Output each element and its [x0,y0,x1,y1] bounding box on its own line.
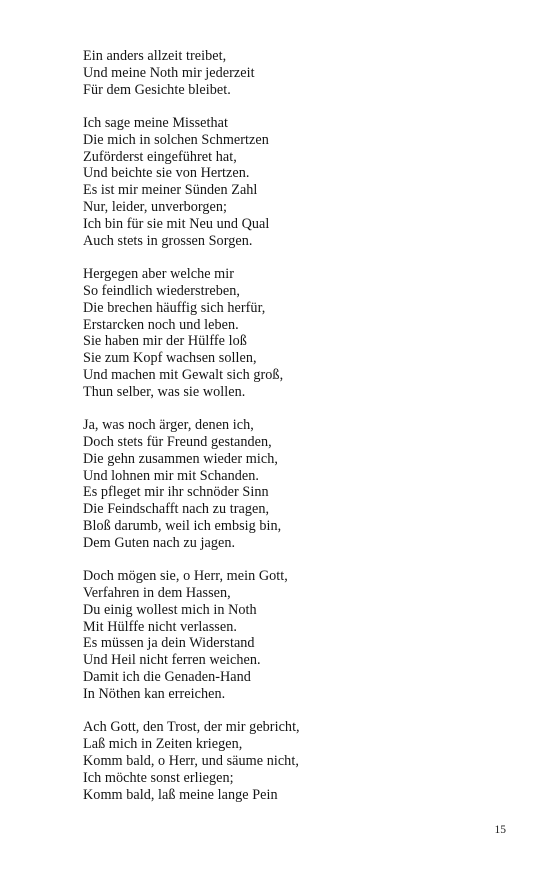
poem-line: Komm bald, o Herr, und säume nicht, [83,752,299,769]
poem-line: In Nöthen kan erreichen. [83,685,226,702]
poem-line: Es pfleget mir ihr schnöder Sinn [83,484,269,501]
poem-line: Ein anders allzeit treibet, [83,48,227,64]
page-number: 15 [494,824,506,836]
stanza [83,568,503,702]
poem-line: Die mich in solchen Schmertzen [83,131,269,148]
poem-line: Und beichte sie von Hertzen. [83,165,250,182]
poem-line: Und lohnen mir mit Schanden. [83,467,259,484]
poem-line: Hergegen aber welche mir [83,266,235,283]
stanza [83,48,503,98]
poem-line: Laß mich in Zeiten kriegen, [83,736,243,753]
poem-line: Ich bin für sie mit Neu und Qual [83,215,270,232]
poem-line: Die brechen häuffig sich herfür, [83,299,266,316]
stanza [83,115,503,249]
poem-line: Und machen mit Gewalt sich groß, [83,366,284,383]
poem-line: Auch stets in grossen Sorgen. [83,232,253,249]
stanza [83,417,503,551]
poem-line: Dem Guten nach zu jagen. [83,534,236,551]
poem-line: Verfahren in dem Hassen, [83,585,231,602]
poem-line: Bloß darumb, weil ich embsig bin, [83,517,282,534]
poem-line: Doch stets für Freund gestanden, [83,434,272,450]
poem-line: Es müssen ja dein Widerstand [83,635,255,652]
poem-line: Und meine Noth mir jederzeit [83,64,255,81]
poem-line: Es ist mir meiner Sünden Zahl [83,182,258,199]
stanza [83,719,503,803]
poem-line: So feindlich wiederstreben, [83,282,240,299]
poem-line: Für dem Gesichte bleibet. [83,81,231,98]
poem-line: Erstarcken noch und leben. [83,316,239,333]
stanza [83,266,503,400]
poem-line: Komm bald, laß meine lange Pein [83,786,278,803]
poem-line: Die Feindschafft nach zu tragen, [83,501,270,518]
poem-line: Nur, leider, unverborgen; [83,199,228,216]
poem-line: Ja, was noch ärger, denen ich, [83,417,254,434]
poem-line: Ach Gott, den Trost, der mir gebricht, [83,719,300,736]
poem-text [83,48,503,820]
poem-line: Zuförderst eingeführet hat, [83,148,237,165]
poem-line: Thun selber, was sie wollen. [83,383,246,400]
poem-line: Die gehn zusammen wieder mich, [83,450,278,467]
poem-line: Doch mögen sie, o Herr, mein Gott, [83,568,288,585]
poem-line: Ich möchte sonst erliegen; [83,769,234,786]
poem-line: Sie haben mir der Hülffe loß [83,333,247,350]
poem-line: Sie zum Kopf wachsen sollen, [83,350,257,367]
poem-line: Mit Hülffe nicht verlassen. [83,618,237,635]
poem-line: Und Heil nicht ferren weichen. [83,652,261,669]
poem-line: Damit ich die Genaden-Hand [83,669,251,686]
poem-line: Ich sage meine Missethat [83,115,229,132]
poem-line: Du einig wollest mich in Noth [83,601,257,618]
